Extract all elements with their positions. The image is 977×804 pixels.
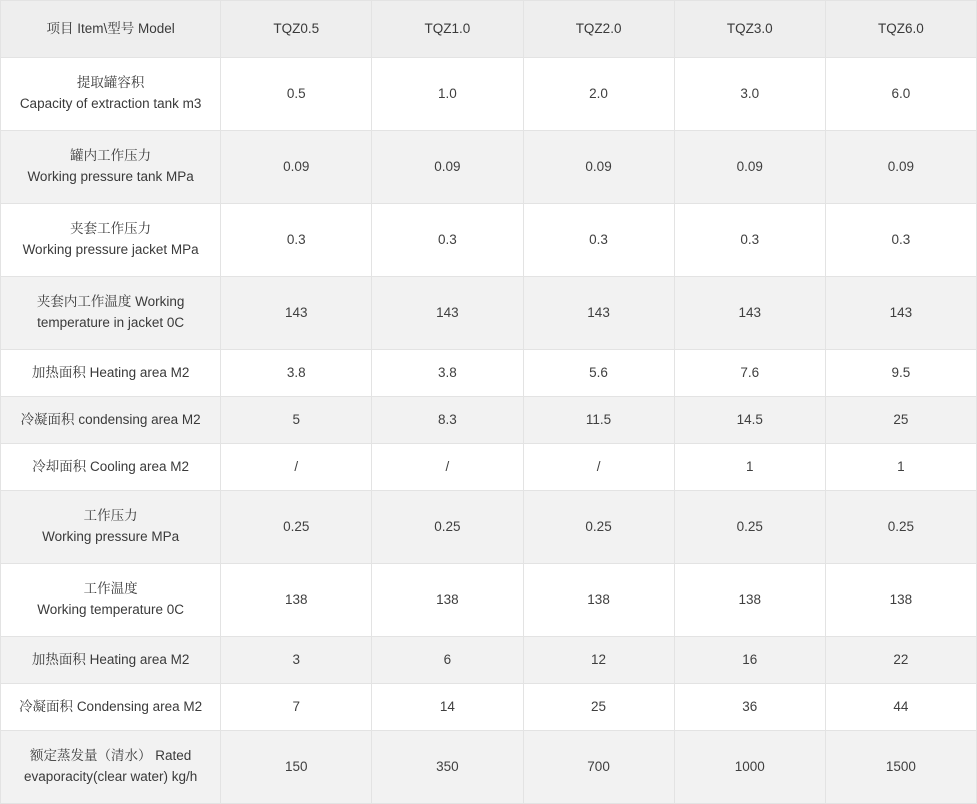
row-label-line: Capacity of extraction tank m3 <box>19 96 202 111</box>
row-value: 3 <box>221 637 372 684</box>
table-row <box>1 491 977 564</box>
row-value: 25 <box>523 684 674 731</box>
row-value: 0.25 <box>221 491 372 564</box>
row-label-line: 夹套工作压力 <box>70 221 152 237</box>
row-value: 143 <box>825 277 976 350</box>
row-label <box>1 491 221 564</box>
row-value: / <box>221 444 372 491</box>
row-label <box>1 58 221 131</box>
row-value: 138 <box>674 564 825 637</box>
row-value: 1 <box>674 444 825 491</box>
row-value: 7 <box>221 684 372 731</box>
table-row <box>1 564 977 637</box>
row-value: 0.09 <box>372 131 523 204</box>
table-row <box>1 397 977 444</box>
row-value: 3.8 <box>372 350 523 397</box>
row-label-line: Working pressure jacket MPa <box>22 242 199 257</box>
table-row <box>1 637 977 684</box>
row-label-line: 冷凝面积 Condensing area M2 <box>19 698 203 714</box>
row-value: 143 <box>221 277 372 350</box>
row-value: 25 <box>825 397 976 444</box>
row-value: 0.09 <box>825 131 976 204</box>
row-value: 1500 <box>825 731 976 804</box>
table-row <box>1 731 977 804</box>
header-model-1: TQZ1.0 <box>372 1 523 58</box>
row-value: / <box>372 444 523 491</box>
row-value: 138 <box>523 564 674 637</box>
row-value: 138 <box>825 564 976 637</box>
table-row <box>1 350 977 397</box>
row-label <box>1 277 221 350</box>
row-label-line: Working pressure MPa <box>42 529 180 544</box>
row-value: 350 <box>372 731 523 804</box>
row-label-line: Working pressure tank MPa <box>27 169 194 184</box>
row-label-line: temperature in jacket 0C <box>37 315 185 330</box>
table-row <box>1 277 977 350</box>
row-value: 0.3 <box>523 204 674 277</box>
table-row <box>1 58 977 131</box>
row-value: 0.3 <box>372 204 523 277</box>
row-label <box>1 444 221 491</box>
header-model-0: TQZ0.5 <box>221 1 372 58</box>
row-value: / <box>523 444 674 491</box>
row-label <box>1 397 221 444</box>
row-value: 5 <box>221 397 372 444</box>
row-label-line: evaporacity(clear water) kg/h <box>23 769 198 784</box>
row-label-line: 加热面积 Heating area M2 <box>31 364 190 380</box>
row-value: 12 <box>523 637 674 684</box>
row-value: 0.09 <box>674 131 825 204</box>
row-label-line: 提取罐容积 <box>76 75 145 91</box>
table-body <box>1 58 977 804</box>
table-row <box>1 684 977 731</box>
row-value: 138 <box>372 564 523 637</box>
row-value: 16 <box>674 637 825 684</box>
row-label <box>1 204 221 277</box>
row-value: 14.5 <box>674 397 825 444</box>
row-value: 7.6 <box>674 350 825 397</box>
row-value: 8.3 <box>372 397 523 444</box>
row-value: 0.3 <box>825 204 976 277</box>
row-value: 0.3 <box>674 204 825 277</box>
header-model-4: TQZ6.0 <box>825 1 976 58</box>
row-label-line: Working temperature 0C <box>37 602 185 617</box>
row-value: 700 <box>523 731 674 804</box>
row-label <box>1 731 221 804</box>
row-value: 0.3 <box>221 204 372 277</box>
row-value: 0.25 <box>674 491 825 564</box>
row-label-line: 冷凝面积 condensing area M2 <box>20 411 201 427</box>
table-row <box>1 444 977 491</box>
header-model-3: TQZ3.0 <box>674 1 825 58</box>
row-value: 0.09 <box>221 131 372 204</box>
row-label <box>1 637 221 684</box>
row-label <box>1 131 221 204</box>
row-label-line: 工作压力 <box>83 508 138 524</box>
row-value: 9.5 <box>825 350 976 397</box>
row-label-line: 罐内工作压力 <box>70 148 152 164</box>
row-value: 0.25 <box>372 491 523 564</box>
row-value: 36 <box>674 684 825 731</box>
row-label <box>1 564 221 637</box>
row-label-line: 冷却面积 Cooling area M2 <box>32 458 190 474</box>
row-label <box>1 350 221 397</box>
row-value: 0.25 <box>825 491 976 564</box>
row-label-line: 工作温度 <box>83 581 138 597</box>
row-value: 138 <box>221 564 372 637</box>
row-value: 14 <box>372 684 523 731</box>
row-value: 22 <box>825 637 976 684</box>
row-value: 11.5 <box>523 397 674 444</box>
row-value: 1000 <box>674 731 825 804</box>
row-value: 0.25 <box>523 491 674 564</box>
table-row <box>1 204 977 277</box>
row-value: 3.0 <box>674 58 825 131</box>
row-value: 2.0 <box>523 58 674 131</box>
row-label-line: 加热面积 Heating area M2 <box>31 651 190 667</box>
row-value: 143 <box>372 277 523 350</box>
table-header-row <box>1 1 977 58</box>
table-row <box>1 131 977 204</box>
row-value: 1.0 <box>372 58 523 131</box>
row-value: 3.8 <box>221 350 372 397</box>
row-value: 0.5 <box>221 58 372 131</box>
row-label <box>1 684 221 731</box>
row-value: 5.6 <box>523 350 674 397</box>
header-model-2: TQZ2.0 <box>523 1 674 58</box>
row-value: 143 <box>523 277 674 350</box>
row-value: 44 <box>825 684 976 731</box>
table-header <box>1 1 977 58</box>
row-value: 143 <box>674 277 825 350</box>
header-item-model: 项目 Item\型号 Model <box>1 1 221 58</box>
row-value: 6 <box>372 637 523 684</box>
row-value: 0.09 <box>523 131 674 204</box>
row-label-line: 夹套内工作温度 Working <box>36 294 185 310</box>
row-value: 6.0 <box>825 58 976 131</box>
row-value: 1 <box>825 444 976 491</box>
row-label-line: 额定蒸发量（清水） Rated <box>29 748 192 764</box>
row-value: 150 <box>221 731 372 804</box>
